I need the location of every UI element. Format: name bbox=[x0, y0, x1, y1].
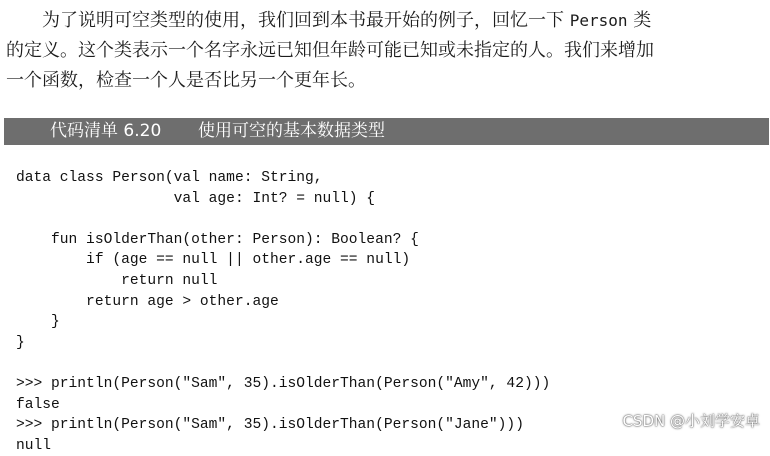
code-line: return age > other.age bbox=[16, 293, 279, 310]
code-line: if (age == null || other.age == null) bbox=[16, 252, 411, 269]
intro-line-3: 一个函数，检查一个人是否比另一个更年长。 bbox=[6, 70, 366, 91]
code-line: } bbox=[16, 334, 25, 351]
inline-code: Person bbox=[569, 11, 628, 30]
listing-caption: 使用可空的基本数据类型 bbox=[198, 121, 385, 141]
watermark: CSDN @小刘学安卓 bbox=[622, 412, 760, 430]
intro-text: 类 bbox=[633, 10, 652, 31]
code-line: return null bbox=[16, 272, 218, 289]
code-line: } bbox=[16, 314, 60, 331]
intro-line-1 bbox=[6, 6, 764, 36]
code-block bbox=[16, 168, 550, 456]
intro-text: 为了说明可空类型的使用，我们回到本书最开始的例子，回忆一下 bbox=[42, 10, 564, 31]
code-line: fun isOlderThan(other: Person): Boolean? { bbox=[16, 231, 419, 248]
code-line: val age: Int? = null) { bbox=[16, 190, 376, 207]
code-listing-header bbox=[4, 118, 769, 145]
listing-number: 代码清单 6.20 bbox=[50, 121, 162, 141]
intro-line-2: 的定义。这个类表示一个名字永远已知但年龄可能已知或未指定的人。我们来增加 bbox=[6, 40, 654, 61]
code-line bbox=[16, 353, 550, 374]
code-line: false bbox=[16, 396, 60, 413]
code-line: >>> println(Person("Sam", 35).isOlderThan(Person("Amy", 42))) bbox=[16, 375, 551, 392]
intro-paragraph bbox=[6, 6, 764, 96]
code-line bbox=[16, 209, 550, 230]
code-line: data class Person(val name: String, bbox=[16, 170, 323, 186]
code-line: >>> println(Person("Sam", 35).isOlderThan(Person("Jane"))) bbox=[16, 417, 524, 434]
code-line: null bbox=[16, 437, 52, 454]
